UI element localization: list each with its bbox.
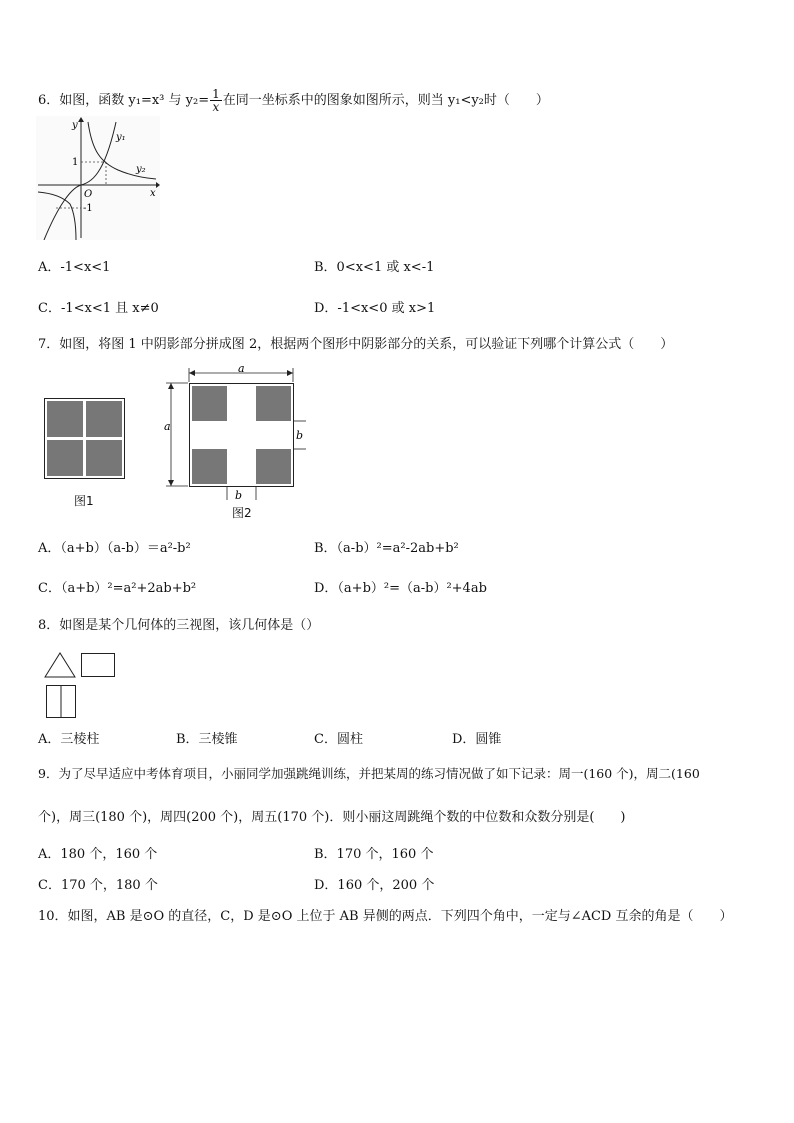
- fraction-denominator: x: [212, 100, 220, 114]
- q7-option-b[interactable]: B．（a-b）²=a²-2ab+b²: [314, 541, 459, 556]
- tick-neg-label: -1: [83, 203, 93, 214]
- q8-option-c[interactable]: C．圆柱: [314, 732, 363, 747]
- fraction-numerator: 1: [212, 87, 220, 101]
- label-a-left: a: [164, 420, 171, 433]
- q7-option-d[interactable]: D．（a+b）²=（a-b）²+4ab: [314, 581, 487, 596]
- q6-fraction: [210, 88, 222, 113]
- q9-option-a[interactable]: A．180 个，160 个: [38, 847, 158, 862]
- q8-stem: 8．如图是某个几何体的三视图，该几何体是（）: [38, 618, 320, 633]
- q7-figure-1: [44, 398, 126, 480]
- q7-option-a[interactable]: A．（a+b）（a-b）＝a²-b²: [38, 541, 191, 556]
- y2-label: y₂: [136, 164, 146, 175]
- q6-stem: [38, 88, 549, 113]
- q7-stem: 7．如图，将图 1 中阴影部分拼成图 2，根据两个图形中阴影部分的关系，可以验证下列哪个计算公式（ ）: [38, 337, 674, 352]
- q6-option-c[interactable]: C．-1<x<1 且 x≠0: [38, 301, 159, 316]
- q6-stem-prefix: 6．如图，函数 y₁=x³ 与 y₂=: [38, 93, 210, 108]
- axis-x-label: x: [150, 188, 156, 199]
- label-b-right: b: [296, 429, 304, 442]
- q8-option-a[interactable]: A．三棱柱: [38, 732, 100, 747]
- q9-stem-line-2: 个)，周三(180 个)，周四(200 个)，周五(170 个)．则小丽这周跳绳个数的中位数和众数分别是( ): [38, 810, 626, 825]
- axis-y-label: y: [72, 120, 78, 131]
- q6-stem-suffix: 在同一坐标系中的图象如图所示，则当 y₁<y₂时（ ）: [222, 93, 549, 108]
- q7-figure-2: [160, 362, 310, 506]
- q8-three-views: [42, 650, 118, 720]
- y1-label: y₁: [116, 132, 126, 143]
- q6-option-b[interactable]: B．0<x<1 或 x<-1: [314, 260, 435, 275]
- q10-stem: 10．如图，AB 是⊙O 的直径，C，D 是⊙O 上位于 AB 异侧的两点．下列四个角中，一定与∠ACD 互余的角是（ ）: [38, 909, 733, 924]
- q6-option-d[interactable]: D．-1<x<0 或 x>1: [314, 301, 436, 316]
- tick-pos-label: 1: [72, 157, 79, 168]
- q9-stem-line-1: 9．为了尽早适应中考体育项目，小丽同学加强跳绳训练，并把某周的练习情况做了如下记录：周一(160 个)，周二(160: [38, 766, 700, 781]
- q9-option-d[interactable]: D．160 个，200 个: [314, 878, 435, 893]
- label-a-top: a: [238, 362, 245, 375]
- q8-option-d[interactable]: D．圆锥: [452, 732, 502, 747]
- q6-function-graph: [36, 116, 160, 240]
- q8-option-b[interactable]: B．三棱锥: [176, 732, 238, 747]
- q7-option-c[interactable]: C．（a+b）²=a²+2ab+b²: [38, 581, 197, 596]
- q9-option-c[interactable]: C．170 个，180 个: [38, 878, 158, 893]
- q6-option-a[interactable]: A．-1<x<1: [38, 260, 111, 275]
- q9-option-b[interactable]: B．170 个，160 个: [314, 847, 434, 862]
- figure-1-caption: 图1: [74, 494, 94, 508]
- figure-2-caption: 图2: [232, 506, 252, 520]
- origin-label: O: [84, 189, 93, 200]
- label-b-bottom: b: [235, 489, 243, 502]
